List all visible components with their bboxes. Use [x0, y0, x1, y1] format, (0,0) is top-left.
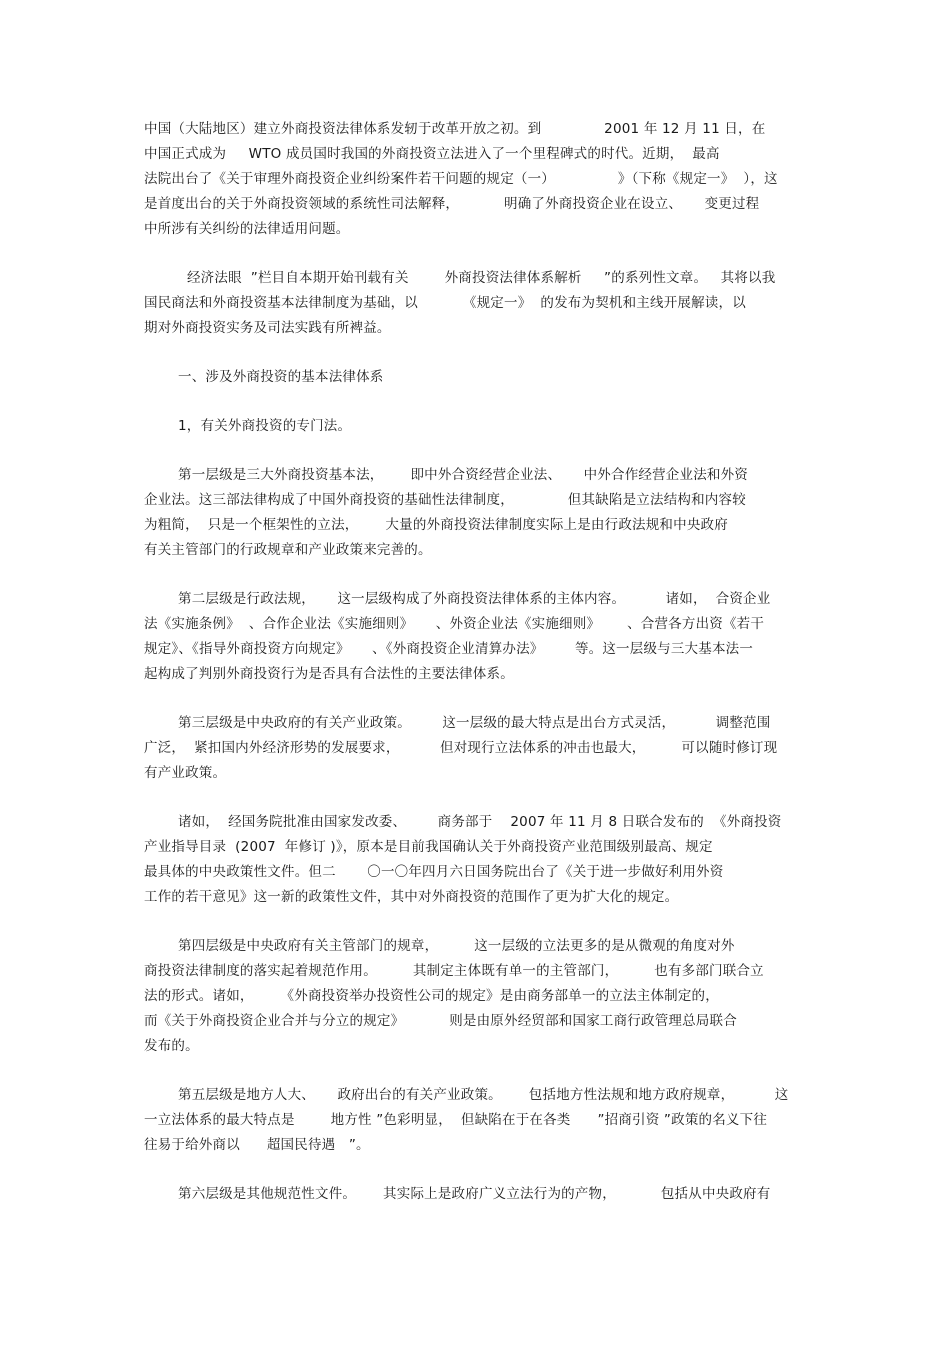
text-line: 最具体的中央政策性文件。但二 〇一〇年四月六日国务院出台了《关于进一步做好利用外资 — [144, 864, 724, 880]
text-line: 企业法。这三部法律构成了中国外商投资的基础性法律制度， 但其缺陷是立法结构和内容较 — [144, 492, 746, 508]
paragraph-column-intro — [144, 266, 808, 341]
text-line: 产业指导目录 (2007 年修订 )》，原本是目前我国确认关于外商投资产业范围级别最高、规定 — [144, 839, 713, 855]
text-line: 中国（大陆地区）建立外商投资法律体系发轫于改革开放之初。到 2001 年 12 月 11 日，在 — [144, 121, 766, 137]
text-line: 一立法体系的最大特点是 地方性 ”色彩明显， 但缺陷在于在各类 ”招商引资 ”政策的名义下往 — [144, 1112, 768, 1128]
text-line: 起构成了判别外商投资行为是否具有合法性的主要法律体系。 — [144, 666, 514, 682]
paragraph-example — [144, 810, 808, 910]
text-line: 广泛， 紧扣国内外经济形势的发展要求， 但对现行立法体系的冲击也最大， 可以随时修订现 — [144, 740, 778, 756]
paragraph-level-six — [144, 1182, 808, 1207]
paragraph-intro — [144, 117, 808, 242]
heading-line: 一、涉及外商投资的基本法律体系 — [178, 369, 384, 385]
text-line: 国民商法和外商投资基本法律制度为基础，以 《规定一》 的发布为契机和主线开展解读，以 — [144, 295, 746, 311]
text-line: 商投资法律制度的落实起着规范作用。 其制定主体既有单一的主管部门， 也有多部门联合立 — [144, 963, 764, 979]
paragraph-level-four — [144, 934, 808, 1059]
text-line: 往易于给外商以 超国民待遇 ”。 — [144, 1137, 370, 1153]
paragraph-level-three — [144, 711, 808, 786]
text-line: 工作的若干意见》这一新的政策性文件，其中对外商投资的范围作了更为扩大化的规定。 — [144, 889, 679, 905]
text-line: 第二层级是行政法规， 这一层级构成了外商投资法律体系的主体内容。 诸如， 合资企业 — [178, 591, 771, 607]
paragraph-level-two — [144, 587, 808, 687]
text-line: 为粗简， 只是一个框架性的立法， 大量的外商投资法律制度实际上是由行政法规和中央政府 — [144, 517, 728, 533]
paragraph-level-five — [144, 1083, 808, 1158]
text-line: 有产业政策。 — [144, 765, 227, 781]
paragraph-level-one — [144, 463, 808, 563]
text-line: 法《实施条例》 、合作企业法《实施细则》 、外资企业法《实施细则》 、合营各方出资《若干 — [144, 616, 765, 632]
text-line: 法院出台了《关于审理外商投资企业纠纷案件若干问题的规定（一） 》（下称《规定一》 ），这 — [144, 171, 778, 187]
text-line: 中所涉有关纠纷的法律适用问题。 — [144, 221, 350, 237]
text-line: 第四层级是中央政府有关主管部门的规章， 这一层级的立法更多的是从微观的角度对外 — [178, 938, 735, 954]
text-line: 发布的。 — [144, 1038, 199, 1054]
text-line: 第一层级是三大外商投资基本法， 即中外合资经营企业法、 中外合作经营企业法和外资 — [178, 467, 749, 483]
heading-line: 1，有关外商投资的专门法。 — [178, 418, 352, 434]
text-line: 第五层级是地方人大、 政府出台的有关产业政策。 包括地方性法规和地方政府规章， 这 — [178, 1087, 789, 1103]
text-line: 中国正式成为 WTO 成员国时我国的外商投资立法进入了一个里程碑式的时代。近期， 最高 — [144, 146, 720, 162]
subsection-heading — [144, 414, 808, 439]
text-line: 规定》、《指导外商投资方向规定》 、《外商投资企业清算办法》 等。这一层级与三大基本法一 — [144, 641, 754, 657]
text-line: 第三层级是中央政府的有关产业政策。 这一层级的最大特点是出台方式灵活， 调整范围 — [178, 715, 771, 731]
text-line: 经济法眼 ”栏目自本期开始刊载有关 外商投资法律体系解析 ”的系列性文章。 其将以我 — [178, 270, 776, 286]
text-line: 法的形式。诸如， 《外商投资举办投资性公司的规定》是由商务部单一的立法主体制定的， — [144, 988, 719, 1004]
document-body — [144, 117, 808, 1231]
text-line: 而《关于外商投资企业合并与分立的规定》 则是由原外经贸部和国家工商行政管理总局联合 — [144, 1013, 737, 1029]
section-heading — [144, 365, 808, 390]
text-line: 第六层级是其他规范性文件。 其实际上是政府广义立法行为的产物， 包括从中央政府有 — [178, 1186, 771, 1202]
text-line: 期对外商投资实务及司法实践有所裨益。 — [144, 320, 391, 336]
text-line: 是首度出台的关于外商投资领域的系统性司法解释， 明确了外商投资企业在设立、 变更过程 — [144, 196, 760, 212]
text-line: 有关主管部门的行政规章和产业政策来完善的。 — [144, 542, 432, 558]
text-line: 诸如， 经国务院批准由国家发改委、 商务部于 2007 年 11 月 8 日联合发布的 《外商投资 — [178, 814, 782, 830]
